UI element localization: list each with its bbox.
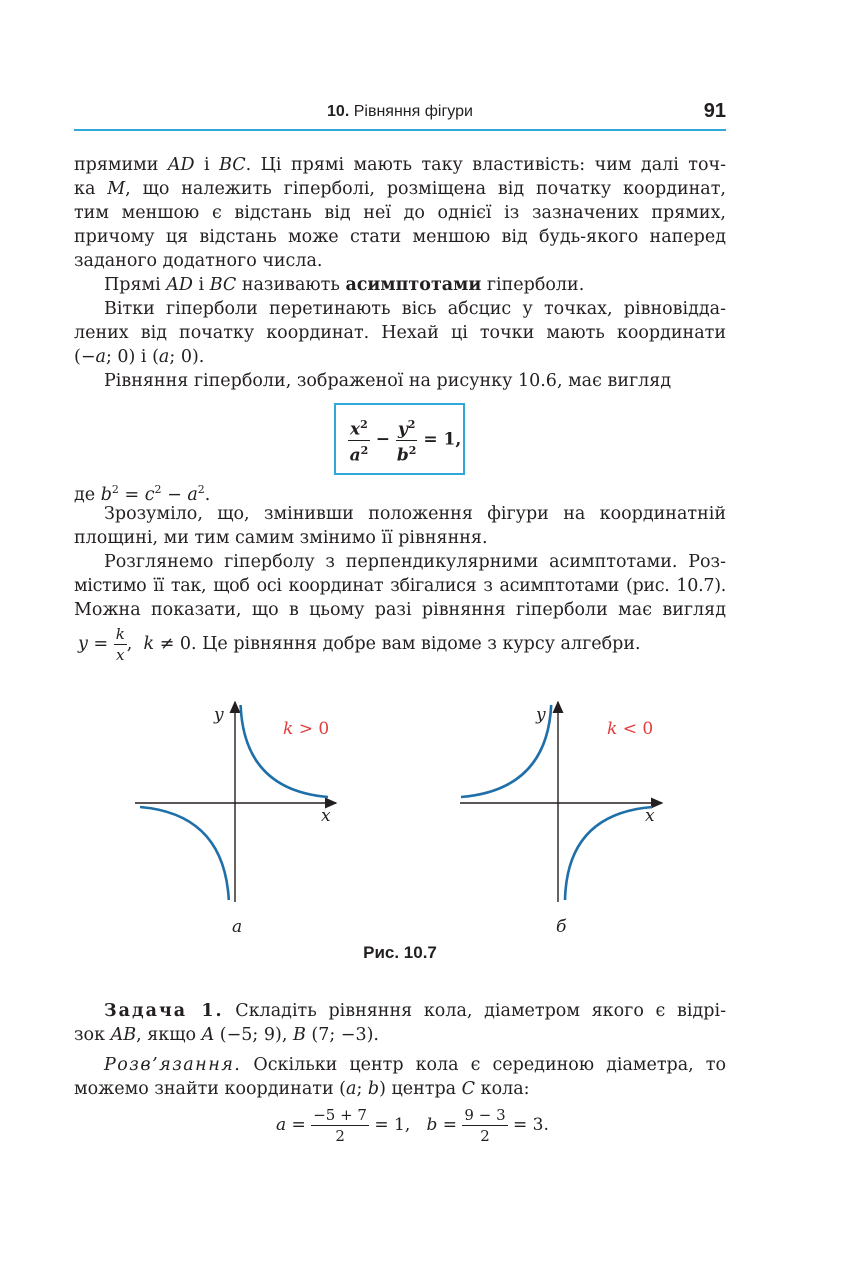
text-line: площині, ми тим самим змінимо її рівняння. — [74, 528, 488, 548]
axis-label-x: x — [321, 806, 331, 826]
term-asymptotes: асимптотами — [345, 275, 482, 295]
text-line: містимо її так, щоб осі координат збігалися з асимптотами (рис. 10.7). — [74, 576, 726, 596]
text-line: Зрозуміло, що, змінивши положення фігури на координатній — [104, 504, 726, 524]
header-rule — [74, 129, 726, 131]
figure-caption: Рис. 10.7 — [363, 943, 437, 962]
hyperbola-equation-box — [334, 403, 465, 475]
text-line: де $b^2 = c^2 - a^2$. — [74, 483, 211, 505]
section-title: Рівняння фігури — [353, 103, 473, 120]
axis-label-y: y — [214, 705, 224, 725]
text-line: Рівняння гіперболи, зображеної на рисунку 10.6, має вигляд — [104, 371, 672, 391]
solution-title: Розв’язання. — [104, 1055, 242, 1075]
subfigure-label-b: б — [556, 917, 567, 937]
label-k-positive: k > 0 — [283, 719, 330, 739]
text-line: ка M, що належить гіперболі, розміщена від початку координат, — [74, 179, 726, 199]
hyperbola-branch-lower-left — [140, 807, 229, 900]
text-line: лених від початку координат. Нехай ці точки мають координати — [74, 323, 726, 343]
text-line: заданого додатного числа. — [74, 251, 323, 271]
page-number: 91 — [703, 100, 726, 122]
axis-label-x: x — [645, 806, 655, 826]
running-title — [74, 103, 726, 121]
page-header — [74, 100, 726, 130]
text-line: можемо знайти координати (a; b) центра C кола: — [74, 1079, 530, 1099]
section-number: 10. — [327, 103, 350, 120]
text-line: Розглянемо гіперболу з перпендикулярними асимптотами. Роз- — [104, 552, 726, 572]
subfigure-label-a: а — [232, 917, 243, 937]
text-line: прямими AD і BC. Ці прямі мають таку властивість: чим далі точ- — [74, 155, 726, 175]
text-line: Можна показати, що в цьому разі рівняння гіперболи має вигляд — [74, 600, 726, 620]
figure-10-7 — [0, 690, 850, 940]
solution-equations: a = $\frac{-5 + 7}{2}$ = 1, b = $\frac{9 - 3}{2}$ = 3. — [276, 1106, 549, 1145]
axis-label-y: y — [536, 705, 546, 725]
text-line: причому ця відстань може стати меншою від будь-якого наперед — [74, 227, 726, 247]
hyperbola-equation: $\frac{x^2}{a^2}$ − $\frac{y^2}{b^2}$ = 1, — [348, 415, 461, 465]
text-line: Прямі AD і BC називають асимптотами гіперболи. — [104, 275, 585, 295]
hyperbola-branch-lower-right — [565, 807, 652, 900]
task-title: Задача 1. — [104, 1001, 224, 1021]
text-line: тим меншою є відстань від неї до однієї із зазначених прямих, — [74, 203, 726, 223]
text-line: (−a; 0) і (a; 0). — [74, 347, 205, 367]
solution-line: Розв’язання. Оскільки центр кола є серединою діаметра, то — [104, 1055, 726, 1075]
label-k-negative: k < 0 — [607, 719, 654, 739]
text-line: Вітки гіперболи перетинають вісь абсцис у точках, рівновідда- — [104, 299, 726, 319]
task-heading-line: Задача 1. Складіть рівняння кола, діаметром якого є відрі- — [104, 1001, 726, 1021]
text-line: зок AB, якщо A (−5; 9), B (7; −3). — [74, 1025, 379, 1045]
inline-equation-line: y = $\frac{k}{x}$ , k ≠ 0. Це рівняння добре вам відоме з курсу алгебри. — [78, 625, 641, 664]
